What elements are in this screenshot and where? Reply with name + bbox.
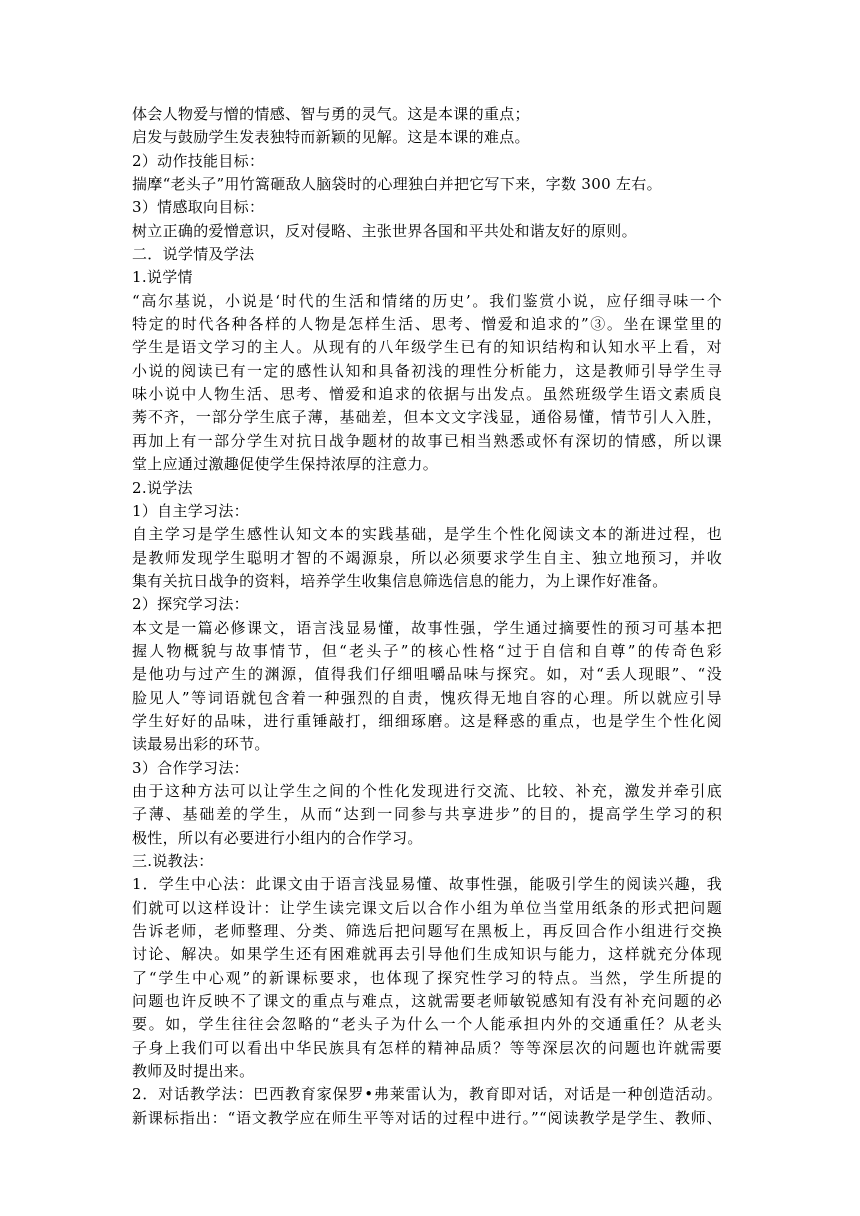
text-line: 揣摩“老头子”用竹篙砸敌人脑袋时的心理独白并把它写下来，字数 300 左右。 [132, 175, 662, 194]
text-line: 教师及时提出来。 [132, 1062, 255, 1081]
text-line: 了“学生中心观”的新课标要求，也体现了探究性学习的特点。当然，学生所提的 [132, 968, 722, 987]
text-line: 启发与鼓励学生发表独特而新颖的见解。这是本课的难点。 [132, 128, 530, 147]
text-line: 体会人物爱与憎的情感、智与勇的灵气。这是本课的重点； [132, 105, 530, 123]
text-line: 3）情感取向目标： [132, 198, 265, 217]
text-line: 读最易出彩的环节。 [132, 735, 270, 754]
text-line: 2）探究学习法： [132, 595, 249, 614]
text-line: 学生是语文学习的主人。从现有的八年级学生已有的知识结构和认知水平上看，对 [132, 338, 722, 357]
text-line: 2.说学法 [132, 478, 193, 497]
text-line: 三.说教法： [132, 852, 214, 870]
text-line: 子薄、基础差的学生，从而“达到一同参与共享进步”的目的，提高学生学习的积 [132, 805, 722, 824]
text-line: 小说的阅读已有一定的感性认知和具备初浅的理性分析能力，这是教师引导学生寻 [132, 361, 722, 380]
text-line: 1）自主学习法： [132, 501, 249, 520]
text-line: 本文是一篇必修课文，语言浅显易懂，故事性强，学生通过摘要性的预习可基本把 [132, 618, 722, 637]
text-line: 讨论、解决。如果学生还有困难就再去引导他们生成知识与能力，这样就充分体现 [132, 945, 722, 964]
text-line: 树立正确的爱憎意识，反对侵略、主张世界各国和平共处和谐友好的原则。 [132, 221, 637, 240]
text-line: 告诉老师，老师整理、分类、筛选后把问题写在黑板上，再反回合作小组进行交换 [132, 922, 722, 941]
text-line: 由于这种方法可以让学生之间的个性化发现进行交流、比较、补充，激发并牵引底 [132, 781, 722, 800]
text-line: 2．对话教学法：巴西教育家保罗•弗莱雷认为，教育即对话，对话是一种创造活动。 [132, 1085, 722, 1104]
text-line: 要。如，学生往往会忽略的“老头子为什么一个人能承担内外的交通重任？从老头 [132, 1015, 722, 1034]
text-line: 子身上我们可以看出中华民族具有怎样的精神品质？等等深层次的问题也许就需要 [132, 1038, 722, 1057]
text-line: 是他功与过产生的渊源，值得我们仔细咀嚼品味与探究。如，对“丢人现眼”、“没 [132, 665, 722, 684]
text-line: 握人物概貌与故事情节，但“老头子”的核心性格“过于自信和自尊”的传奇色彩 [132, 641, 722, 660]
text-line: 特定的时代各种各样的人物是怎样生活、思考、憎爱和追求的”③。坐在课堂里的 [132, 315, 722, 334]
text-line: 集有关抗日战争的资料，培养学生收集信息筛选信息的能力，为上课作好准备。 [132, 571, 668, 590]
text-line: 极性，所以有必要进行小组内的合作学习。 [132, 828, 423, 847]
text-line: 3）合作学习法： [132, 758, 249, 777]
text-line: 味小说中人物生活、思考、憎爱和追求的依据与出发点。虽然班级学生语文素质良 [132, 385, 722, 404]
text-line: 学生好好的品味，进行重锤敲打，细细琢磨。这是释惑的重点，也是学生个性化阅 [132, 711, 722, 730]
text-line: 二．说学情及学法 [132, 245, 255, 264]
text-line: 们就可以这样设计：让学生读完课文后以合作小组为单位当堂用纸条的形式把问题 [132, 898, 722, 917]
text-line: 1.说学情 [132, 268, 193, 287]
text-line: 自主学习是学生感性认知文本的实践基础，是学生个性化阅读文本的渐进过程，也 [132, 525, 722, 544]
text-line: 莠不齐，一部分学生底子薄，基础差，但本文文字浅显，通俗易懂，情节引人入胜， [132, 408, 722, 427]
text-line: 脸见人”等词语就包含着一种强烈的自责，愧疚得无地自容的心理。所以就应引导 [132, 688, 722, 707]
text-line: 1．学生中心法：此课文由于语言浅显易懂、故事性强，能吸引学生的阅读兴趣，我 [132, 875, 722, 894]
text-line: 再加上有一部分学生对抗日战争题材的故事已相当熟悉或怀有深切的情感，所以课 [132, 431, 722, 450]
text-line: 2）动作技能目标： [132, 151, 265, 170]
text-line: 新课标指出：“语文教学应在师生平等对话的过程中进行。”“阅读教学是学生、教师、 [132, 1108, 722, 1127]
text-line: “高尔基说，小说是‘时代的生活和情绪的历史’。我们鉴赏小说，应仔细寻味一个 [132, 291, 722, 310]
text-line: 是教师发现学生聪明才智的不竭源泉，所以必须要求学生自主、独立地预习，并收 [132, 548, 722, 567]
text-line: 堂上应通过激趣促使学生保持浓厚的注意力。 [132, 455, 439, 474]
text-line: 问题也许反映不了课文的重点与难点，这就需要老师敏锐感知有没有补充问题的必 [132, 992, 722, 1011]
document-body [132, 103, 722, 1130]
